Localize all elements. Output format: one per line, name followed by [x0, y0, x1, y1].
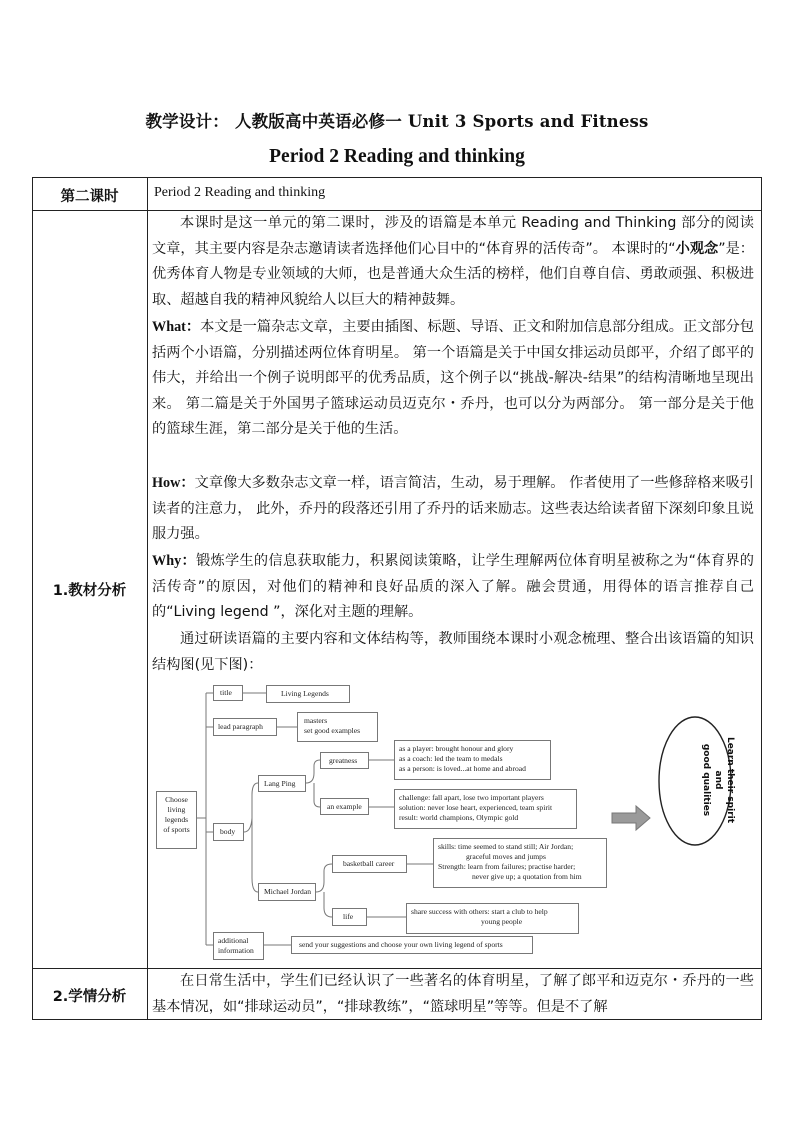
- table-border-right: [761, 177, 762, 1019]
- root-text: legends: [164, 815, 189, 824]
- career-value: never give up; a quotation from him: [472, 872, 582, 881]
- why-text: 锻炼学生的信息获取能力，积累阅读策略，让学生理解两位体育明星被称之为“体育界的活传奇”的原因，对他们的精神和良好品质的深入了解。融会贯通，用得体的语言推荐自己的“Living legend ”，深化对主题的理解。: [152, 553, 754, 620]
- how-text: 文章像大多数杂志文章一样，语言简洁，生动，易于理解。 作者使用了一些修辞格来吸引读者的注意力， 此外，乔丹的段落还引用了乔丹的话来励志。这些表达给读者留下深刻印象且说服力强。: [152, 475, 754, 542]
- greatness-label: greatness: [329, 756, 358, 765]
- how-label: How：: [152, 475, 195, 491]
- example-node: [320, 798, 369, 815]
- greatness-value: as a player: brought honour and glory: [399, 744, 514, 753]
- lead-node: [213, 718, 277, 736]
- knowledge-structure-diagram: [156, 683, 752, 967]
- table-border-top: [32, 177, 762, 178]
- learner-analysis-text: 在日常生活中，学生们已经认识了一些著名的体育明星，了解了郎平和迈克尔・乔丹的一些基本情况，如“排球运动员”，“排球教练”，“篮球明星”等等。但是不了解: [152, 973, 754, 1015]
- career-value: skills: time seemed to stand still; Air Jordan;: [438, 842, 574, 851]
- body-node: [213, 823, 244, 841]
- section1-label: 1.教材分析: [52, 583, 127, 599]
- goal-oval-text: [678, 735, 736, 825]
- document-title: 教学设计： 人教版高中英语必修一 Unit 3 Sports and Fitness: [145, 112, 649, 131]
- additional-node: [213, 932, 264, 960]
- root-text: living: [167, 805, 186, 814]
- example-label: an example: [327, 802, 362, 811]
- greatness-value-node: [394, 740, 551, 780]
- lead-value-node: [297, 712, 378, 742]
- table-column-divider: [147, 177, 148, 1019]
- life-value-node: [406, 903, 579, 934]
- key-concept: 小观念: [675, 240, 719, 257]
- body-node-label: body: [220, 827, 236, 836]
- intro-text-a: 本课时是这一单元的第二课时，涉及的语篇是本单元 Reading and Thinking 部分的阅读文章，其主要内容是杂志邀请读者选择他们心目中的“体育界的活传奇”。 本课时的“: [152, 215, 754, 257]
- arrow-icon: [612, 806, 650, 830]
- michael-jordan-node: [258, 883, 316, 901]
- life-value: share success with others: start a club to help: [411, 907, 548, 916]
- title-node-label: title: [220, 688, 232, 697]
- what-text: 本文是一篇杂志文章，主要由插图、标题、导语、正文和附加信息部分组成。正文部分包括两个小语篇，分别描述两位体育明星。 第一个语篇是关于中国女排运动员郎平，介绍了郎平的伟大，并给出一个例子说明郎平的优秀品质，这个例子以“挑战-解决-结果”的结构清晰地呈现出来。 第二篇是关于外国男子篮球运动员迈克尔・乔丹，也可以分为两部分。 第一部分是关于他的篮球生涯，第二部分是关于他的生活。: [152, 319, 754, 437]
- structure-text: 通过研读语篇的主要内容和文体结构等，教师围绕本课时小观念梳理、整合出该语篇的知识结构图(见下图)：: [152, 631, 754, 673]
- career-label: basketball career: [343, 859, 395, 868]
- greatness-node: [320, 752, 369, 769]
- career-value: Strength: learn from failures; practise harder;: [438, 862, 576, 871]
- career-value-node: [433, 838, 607, 888]
- lang-ping-node: [258, 775, 306, 792]
- root-text: Choose: [165, 795, 188, 804]
- intro-paragraph: [152, 211, 754, 313]
- career-value: graceful moves and jumps: [466, 852, 546, 861]
- what-paragraph: [152, 315, 754, 443]
- example-value-node: [394, 789, 577, 829]
- what-label: What：: [152, 319, 201, 335]
- header-value: Period 2 Reading and thinking: [154, 185, 326, 200]
- life-label: life: [343, 912, 354, 921]
- additional-value: send your suggestions and choose your own living legend of sports: [299, 940, 503, 949]
- lang-ping-label: Lang Ping: [264, 779, 296, 788]
- title-value-node: [266, 685, 350, 703]
- additional-value-node: [291, 936, 533, 954]
- lead-value: set good examples: [304, 726, 361, 735]
- root-node: [156, 791, 197, 849]
- document-subtitle: Period 2 Reading and thinking: [269, 146, 525, 167]
- additional-label: information: [218, 946, 254, 955]
- greatness-value: as a coach: led the team to medals: [399, 754, 503, 763]
- goal-text: Learn their spirit and: [713, 736, 735, 824]
- lead-value: masters: [304, 716, 328, 725]
- title-node: [213, 685, 243, 701]
- additional-label: additional: [218, 936, 249, 945]
- example-value: challenge: fall apart, lose two important players: [399, 793, 544, 802]
- example-value: result: world champions, Olympic gold: [399, 813, 519, 822]
- life-node: [332, 908, 367, 926]
- greatness-value: as a person: is loved...at home and abroad: [399, 764, 526, 773]
- lead-node-label: lead paragraph: [218, 722, 263, 731]
- intro-text-b: ”是：优秀体育人物是专业领域的大师，也是普通大众生活的榜样，他们自尊自信、勇敢顽强、积极进取、超越自我的精神风貌给人以巨大的精神鼓舞。: [152, 240, 754, 308]
- career-node: [332, 855, 407, 873]
- how-paragraph: [152, 471, 754, 548]
- goal-text: good qualities: [701, 743, 711, 817]
- life-value: young people: [481, 917, 523, 926]
- learner-analysis-paragraph: [152, 969, 754, 1020]
- example-value: solution: never lose heart, experienced, team spirit: [399, 803, 553, 812]
- structure-paragraph: [152, 627, 754, 678]
- root-text: of sports: [163, 825, 190, 834]
- title-value: Living Legends: [281, 689, 329, 698]
- michael-jordan-label: Michael Jordan: [264, 887, 312, 896]
- section2-label: 2.学情分析: [52, 989, 127, 1005]
- header-label: 第二课时: [60, 189, 119, 205]
- why-paragraph: [152, 549, 754, 626]
- why-label: Why：: [152, 553, 196, 569]
